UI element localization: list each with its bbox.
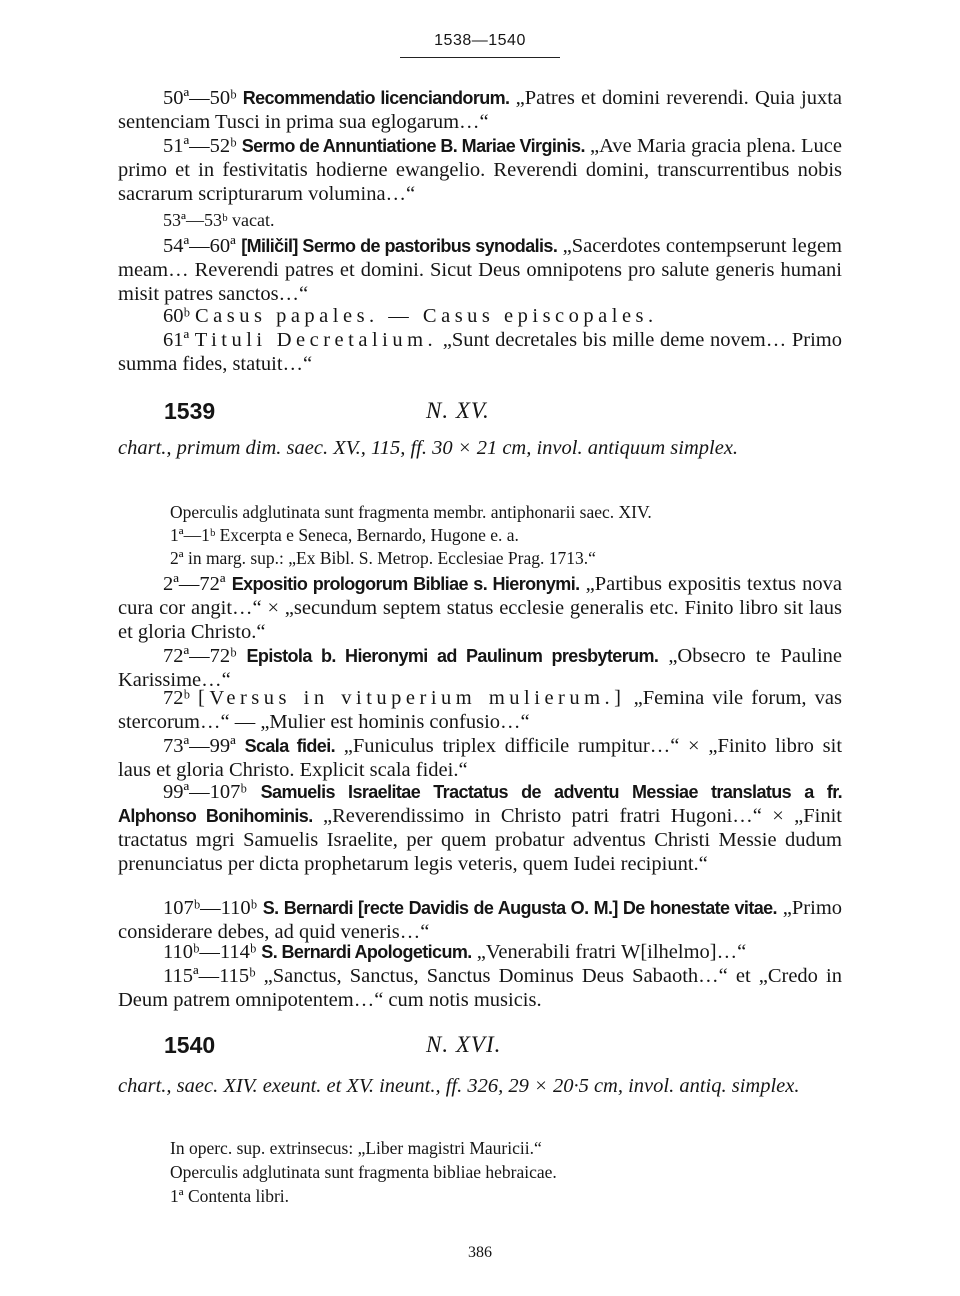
entry-incipit: „Obsecro te Pauline Karissime…“ — [118, 645, 843, 691]
codex-note: Operculis adglutinata sunt fragmenta bibliae hebraicae. — [170, 1162, 557, 1182]
entry-incipit: „Partibus expositis textus nova cura cor angit…“ × „secundum septem status ecclesie generalis etc. Finito libro sit laus et gloria Christo.“ — [118, 573, 842, 643]
section-number: 1540 — [164, 1032, 216, 1058]
codex-note: 1ª Contenta libri. — [170, 1186, 290, 1206]
entry-incipit: „Venerabili fratri W[ilhelmo]…“ — [471, 941, 747, 963]
entry-incipit: „Funiculus triplex difficile rumpitur…“ × „Finito libro sit laus et gloria Christo. Explicit scala fidei.“ — [118, 735, 843, 781]
entry-de-honestate — [118, 896, 842, 944]
codex-note: 1ª—1ᵇ Excerpta e Seneca, Bernardo, Hugone e. a. — [170, 525, 519, 545]
entry-samuelis — [118, 780, 842, 876]
entry-title: S. Bernardi Apologeticum. — [261, 942, 472, 962]
folio-ref: 61ª — [163, 329, 190, 351]
entry-expositio — [118, 572, 842, 644]
entry-versus — [118, 686, 842, 734]
entry-sermo-annuntiatione — [118, 134, 842, 206]
entry-incipit: „Femina vile forum, vas stercorum…“ — „Mulier est hominis confusio…“ — [118, 687, 842, 733]
entry-incipit: „Sacerdotes contempserunt legem meam… Reverendi patres et domini. Sicut Deus omnipotens pro salute generis humani misit patres sanctos…“ — [118, 235, 843, 305]
entry-sermo-pastoribus — [118, 234, 842, 306]
entry-tituli-decretalium — [118, 328, 842, 376]
entry-recommendatio — [118, 86, 842, 134]
entry-incipit: „Ave Maria gracia plena. Luce primo et in festivitatis hodierne ewangelio. Reverendi domini, transcurrentibus nobis sacrarum scripturarum volumina…“ — [118, 135, 842, 205]
entry-title: S. Bernardi [recte Davidis de Augusta O. M.] De honestate vitae. — [262, 898, 777, 918]
entry-title: Samuelis Israelitae Tractatus de adventu Messiae translatus a fr. Alphonso Bonihominis. — [118, 782, 843, 826]
entry-title: [Miličil] Sermo de pastoribus synodalis. — [241, 236, 558, 256]
folio-ref: 115ª—115ᵇ — [163, 965, 256, 987]
section-number: 1539 — [164, 398, 216, 424]
page-number: 386 — [468, 1244, 492, 1261]
folio-ref: 110ᵇ—114ᵇ — [163, 941, 257, 963]
entry-incipit: „Primo considerare debes, ad quid veneris…“ — [118, 897, 843, 943]
entry-incipit: „Sunt decretales bis mille deme novem… Primo summa fides, statuit…“ — [118, 329, 842, 375]
folio-ref: 99ª—107ᵇ — [163, 781, 247, 803]
folio-ref: 72ª—72ᵇ — [163, 645, 237, 667]
folio-ref: 73ª—99ª — [163, 735, 236, 757]
document-page — [118, 0, 842, 1296]
entry-incipit: „Patres et domini reverendi. Quia juxta sentenciam Tusci in prima sua eglogarum…“ — [118, 87, 842, 133]
entry-title: Casus papales. — Casus episcopales. — [194, 305, 658, 327]
folio-ref: 2ª—72ª — [163, 573, 226, 595]
folio-ref: 107ᵇ—110ᵇ — [163, 897, 257, 919]
entry-title: [Versus in vituperium mulierum.] — [198, 687, 626, 709]
entry-vacat: 53ª—53ᵇ vacat. — [163, 210, 275, 230]
folio-ref: 60ᵇ — [163, 305, 190, 327]
entry-incipit: „Sanctus, Sanctus, Sanctus Dominus Deus Sabaoth…“ et „Credo in Deum patrem omnipotentem…“ cum notis musicis. — [118, 965, 842, 1011]
entry-title: Recommendatio licenciandorum. — [242, 88, 510, 108]
codex-description: chart., primum dim. saec. XV., 115, ff. 30 × 21 cm, invol. antiquum simplex. — [118, 437, 739, 459]
entry-title: Epistola b. Hieronymi ad Paulinum presbyterum. — [246, 646, 659, 666]
codex-note: 2ª in marg. sup.: „Ex Bibl. S. Metrop. Ecclesiae Prag. 1713.“ — [170, 548, 596, 568]
folio-ref: 54ª—60ª — [163, 235, 236, 257]
codex-description: chart., saec. XIV. exeunt. et XV. ineunt., ff. 326, 29 × 20·5 cm, invol. antiq. simplex. — [118, 1075, 800, 1097]
section-title: N. XV. — [426, 398, 490, 423]
entry-title: Tituli Decretalium. — [194, 329, 438, 351]
entry-apologeticum — [118, 940, 842, 964]
codex-note: Operculis adglutinata sunt fragmenta membr. antiphonarii saec. XIV. — [170, 502, 652, 522]
folio-ref: 51ª—52ᵇ — [163, 135, 237, 157]
section-title: N. XVI. — [426, 1032, 502, 1057]
codex-note: In operc. sup. extrinsecus: „Liber magistri Mauricii.“ — [170, 1138, 542, 1158]
entry-incipit: „Reverendissimo in Christo patri fratri Hugoni…“ × „Finit tractatus mgri Samuelis Israelite, per quem probatur adventus Christi Messie dudum prenunciatus per dicta prophetarum legis veteris, quem Iudei recipiunt.“ — [118, 805, 842, 875]
folio-ref: 50ª—50ᵇ — [163, 87, 237, 109]
entry-casus — [118, 304, 842, 328]
entry-epistola — [118, 644, 842, 692]
entry-sanctus — [118, 964, 842, 1012]
running-header: 1538—1540 — [434, 32, 526, 49]
entry-title: Sermo de Annuntiatione B. Mariae Virginis. — [241, 136, 585, 156]
header-rule — [400, 57, 560, 58]
entry-title: Expositio prologorum Bibliae s. Hieronymi. — [231, 574, 580, 594]
folio-ref: 72ᵇ — [163, 687, 190, 709]
entry-scala-fidei — [118, 734, 842, 782]
entry-title: Scala fidei. — [244, 736, 336, 756]
